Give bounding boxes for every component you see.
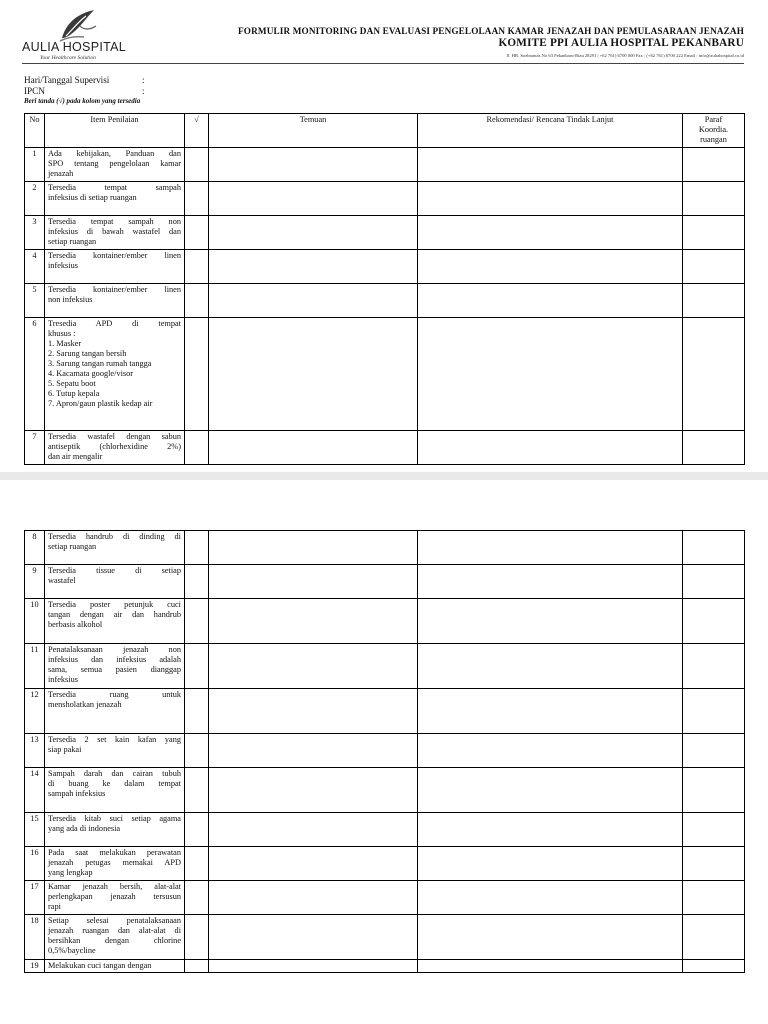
check-cell[interactable]	[185, 915, 209, 960]
assessment-item-line: 2. Sarung tangan bersih	[48, 349, 127, 358]
assessment-item	[45, 182, 185, 216]
hospital-address: Jl. HR. Soebrantas No 63 Pekanbaru-Riau 28291 | +62 761) 6700 000 Fax : (+62 761) 6700 222 Email : info@auliahospital.co.id	[506, 53, 744, 58]
assessment-item-line: Melakukan cuci tangan dengan	[48, 961, 152, 970]
recommendation-cell[interactable]	[418, 216, 683, 250]
assessment-item-line: Penatalaksanaan jenazah non	[48, 645, 181, 654]
finding-cell[interactable]	[209, 599, 418, 644]
assessment-item	[45, 734, 185, 768]
paraf-cell[interactable]	[683, 915, 745, 960]
assessment-item	[45, 216, 185, 250]
recommendation-cell[interactable]	[418, 644, 683, 689]
assessment-item-line: yang lengkap	[48, 868, 93, 877]
form-subtitle: KOMITE PPI AULIA HOSPITAL PEKANBARU	[498, 37, 744, 49]
table-row	[25, 847, 745, 881]
evaluation-table-1	[24, 113, 745, 465]
assessment-item-line: Tresedia APD di tempat	[48, 319, 181, 328]
finding-cell[interactable]	[209, 813, 418, 847]
assessment-item-line: Kamar jenazah bersih, alat-alat	[48, 882, 181, 891]
finding-cell[interactable]	[209, 182, 418, 216]
assessment-item-line: Tersedia 2 set kain kafan yang	[48, 735, 181, 744]
assessment-item-line: sampah infeksius	[48, 789, 106, 798]
finding-cell[interactable]	[209, 768, 418, 813]
recommendation-cell[interactable]	[418, 431, 683, 465]
col-recommendation-header: Rekomendasi/ Rencana Tindak Lanjut	[418, 114, 683, 148]
row-number: 13	[25, 734, 45, 768]
table-row	[25, 915, 745, 960]
form-page-2	[0, 480, 768, 1024]
paraf-cell[interactable]	[683, 768, 745, 813]
recommendation-cell[interactable]	[418, 689, 683, 734]
col-item-header: Item Penilaian	[45, 114, 185, 148]
check-cell[interactable]	[185, 250, 209, 284]
check-cell[interactable]	[185, 689, 209, 734]
hospital-logo	[22, 8, 132, 64]
finding-cell[interactable]	[209, 915, 418, 960]
recommendation-cell[interactable]	[418, 531, 683, 565]
assessment-item	[45, 250, 185, 284]
table-row	[25, 960, 745, 973]
assessment-item-line: Tersedia poster petunjuk cuci	[48, 600, 181, 609]
row-number: 5	[25, 284, 45, 318]
paraf-cell[interactable]	[683, 318, 745, 431]
paraf-cell[interactable]	[683, 431, 745, 465]
assessment-item-line: jenazah petugas memakai APD	[48, 858, 181, 867]
assessment-item-line: mensholatkan jenazah	[48, 700, 122, 709]
instruction-note: Beri tanda (√) pada kolom yang tersedia	[24, 97, 141, 105]
assessment-item-line: Tersedia tissue di setiap	[48, 566, 181, 575]
table-row	[25, 431, 745, 465]
paraf-cell[interactable]	[683, 531, 745, 565]
finding-cell[interactable]	[209, 531, 418, 565]
assessment-item-line: infeksius di setiap ruangan	[48, 193, 137, 202]
finding-cell[interactable]	[209, 644, 418, 689]
table-row	[25, 250, 745, 284]
table-row	[25, 644, 745, 689]
assessment-item-line: siap pakai	[48, 745, 82, 754]
row-number: 19	[25, 960, 45, 973]
table-row	[25, 216, 745, 250]
assessment-item-line: tangan dengan air dan handrub	[48, 610, 181, 619]
assessment-item-line: Tersedia kontainer/ember linen	[48, 285, 181, 294]
assessment-item-line: setiap ruangan	[48, 542, 97, 551]
assessment-item-line: di buang ke dalam tempat	[48, 779, 181, 788]
table-row	[25, 565, 745, 599]
row-number: 3	[25, 216, 45, 250]
paraf-cell[interactable]	[683, 565, 745, 599]
finding-cell[interactable]	[209, 318, 418, 431]
check-cell[interactable]	[185, 768, 209, 813]
ipcn-colon[interactable]: :	[142, 86, 145, 96]
assessment-item-line: 4. Kacamata google/visor	[48, 369, 134, 378]
assessment-item-line: Sampah darah dan cairan tubuh	[48, 769, 181, 778]
assessment-item	[45, 431, 185, 465]
finding-cell[interactable]	[209, 250, 418, 284]
paraf-cell[interactable]	[683, 216, 745, 250]
finding-cell[interactable]	[209, 284, 418, 318]
check-cell[interactable]	[185, 644, 209, 689]
assessment-item-line: Tersedia tempat sampah	[48, 183, 181, 192]
row-number: 6	[25, 318, 45, 431]
row-number: 9	[25, 565, 45, 599]
assessment-item	[45, 531, 185, 565]
check-cell[interactable]	[185, 531, 209, 565]
assessment-item	[45, 318, 185, 431]
table-row	[25, 531, 745, 565]
assessment-item-line: Tersedia ruang untuk	[48, 690, 181, 699]
assessment-item	[45, 689, 185, 734]
finding-cell[interactable]	[209, 689, 418, 734]
recommendation-cell[interactable]	[418, 182, 683, 216]
table-row	[25, 148, 745, 182]
assessment-item-line: infeksius dan infeksius adalah	[48, 655, 181, 664]
row-number: 2	[25, 182, 45, 216]
finding-cell[interactable]	[209, 565, 418, 599]
table-row	[25, 768, 745, 813]
assessment-item-line: infeksius	[48, 675, 78, 684]
check-cell[interactable]	[185, 431, 209, 465]
row-number: 10	[25, 599, 45, 644]
finding-cell[interactable]	[209, 734, 418, 768]
assessment-item-line: bersihkan dengan chlorine	[48, 936, 181, 945]
assessment-item-line: yang ada di indonesia	[48, 824, 121, 833]
check-cell[interactable]	[185, 813, 209, 847]
row-number: 1	[25, 148, 45, 182]
assessment-item-line: Ada kebijakan, Panduan dan	[48, 149, 181, 158]
recommendation-cell[interactable]	[418, 915, 683, 960]
assessment-item	[45, 813, 185, 847]
ipcn-row	[24, 86, 145, 96]
recommendation-cell[interactable]	[418, 148, 683, 182]
paraf-header-line: Koordia.	[698, 125, 729, 134]
paraf-cell[interactable]	[683, 689, 745, 734]
assessment-item	[45, 644, 185, 689]
logo-name: AULIA HOSPITAL	[22, 40, 127, 54]
row-number: 17	[25, 881, 45, 915]
finding-cell[interactable]	[209, 960, 418, 973]
paraf-cell[interactable]	[683, 644, 745, 689]
assessment-item-line: 3. Sarung tangan rumah tangga	[48, 359, 152, 368]
assessment-item-line: jenazah	[48, 169, 74, 178]
assessment-item-line: rapi	[48, 902, 61, 911]
recommendation-cell[interactable]	[418, 734, 683, 768]
col-no-header: No	[25, 114, 45, 148]
row-number: 7	[25, 431, 45, 465]
paraf-cell[interactable]	[683, 148, 745, 182]
check-cell[interactable]	[185, 881, 209, 915]
assessment-item-line: Tersedia wastafel dengan sabun	[48, 432, 181, 441]
table-header-row	[25, 114, 745, 148]
check-cell[interactable]	[185, 960, 209, 973]
table-row	[25, 182, 745, 216]
form-page-1	[0, 0, 768, 472]
header-divider	[22, 63, 744, 64]
table-row	[25, 734, 745, 768]
paraf-header-line: ruangan	[700, 135, 727, 144]
col-paraf-header	[683, 114, 745, 148]
paraf-cell[interactable]	[683, 182, 745, 216]
date-colon[interactable]: :	[142, 75, 145, 85]
assessment-item-line: Pada saat melakukan perawatan	[48, 848, 181, 857]
ipcn-label: IPCN	[24, 86, 45, 96]
recommendation-cell[interactable]	[418, 881, 683, 915]
assessment-item	[45, 960, 185, 973]
recommendation-cell[interactable]	[418, 318, 683, 431]
assessment-item	[45, 768, 185, 813]
row-number: 16	[25, 847, 45, 881]
finding-cell[interactable]	[209, 148, 418, 182]
assessment-item-line: dan air mengalir	[48, 452, 103, 461]
assessment-item-line: berbasis alkohol	[48, 620, 103, 629]
paraf-cell[interactable]	[683, 813, 745, 847]
assessment-item-line: 5. Sepatu boot	[48, 379, 96, 388]
recommendation-cell[interactable]	[418, 250, 683, 284]
assessment-item	[45, 565, 185, 599]
date-label: Hari/Tanggal Supervisi	[24, 75, 110, 85]
table-row	[25, 689, 745, 734]
row-number: 8	[25, 531, 45, 565]
assessment-item	[45, 148, 185, 182]
assessment-item-line: 6. Tutup kepala	[48, 389, 100, 398]
recommendation-cell[interactable]	[418, 847, 683, 881]
paraf-cell[interactable]	[683, 734, 745, 768]
check-cell[interactable]	[185, 182, 209, 216]
check-cell[interactable]	[185, 318, 209, 431]
form-title: FORMULIR MONITORING DAN EVALUASI PENGELOLAAN KAMAR JENAZAH DAN PEMULASARAAN JENAZAH	[238, 26, 744, 36]
check-cell[interactable]	[185, 565, 209, 599]
assessment-item-line: setiap ruangan	[48, 237, 97, 246]
recommendation-cell[interactable]	[418, 960, 683, 973]
check-cell[interactable]	[185, 216, 209, 250]
assessment-item-line: antiseptik (chlorhexidine 2%)	[48, 442, 181, 451]
finding-cell[interactable]	[209, 847, 418, 881]
row-number: 18	[25, 915, 45, 960]
check-cell[interactable]	[185, 284, 209, 318]
aulia-leaf-logo-icon	[56, 8, 98, 42]
check-cell[interactable]	[185, 599, 209, 644]
assessment-item-line: Tersedia kontainer/ember linen	[48, 251, 181, 260]
paraf-cell[interactable]	[683, 599, 745, 644]
paraf-cell[interactable]	[683, 250, 745, 284]
assessment-item-line: Tersedia tempat sampah non	[48, 217, 181, 226]
recommendation-cell[interactable]	[418, 599, 683, 644]
check-cell[interactable]	[185, 734, 209, 768]
col-check-header: √	[185, 114, 209, 148]
assessment-item-line: infeksius	[48, 261, 78, 270]
row-number: 4	[25, 250, 45, 284]
assessment-item-line: jenazah ruangan dan alat-alat di	[48, 926, 181, 935]
assessment-item	[45, 284, 185, 318]
table-row	[25, 599, 745, 644]
row-number: 12	[25, 689, 45, 734]
paraf-cell[interactable]	[683, 960, 745, 973]
check-cell[interactable]	[185, 847, 209, 881]
assessment-item-line: khusus :	[48, 329, 76, 338]
assessment-item-line: 0,5%/baycline	[48, 946, 96, 955]
table-row	[25, 881, 745, 915]
row-number: 15	[25, 813, 45, 847]
table-row	[25, 318, 745, 431]
paraf-cell[interactable]	[683, 284, 745, 318]
assessment-item-line: perlengkapan jenazah tersusun	[48, 892, 181, 901]
finding-cell[interactable]	[209, 881, 418, 915]
col-finding-header: Temuan	[209, 114, 418, 148]
finding-cell[interactable]	[209, 216, 418, 250]
paraf-cell[interactable]	[683, 847, 745, 881]
recommendation-cell[interactable]	[418, 284, 683, 318]
assessment-item-line: Tersedia kitab suci setiap agama	[48, 814, 181, 823]
assessment-item	[45, 599, 185, 644]
assessment-item-line: Tersedia handrub di dinding di	[48, 532, 181, 541]
check-cell[interactable]	[185, 148, 209, 182]
finding-cell[interactable]	[209, 431, 418, 465]
assessment-item	[45, 881, 185, 915]
recommendation-cell[interactable]	[418, 768, 683, 813]
assessment-item-line: SPO tentang pengelolaan kamar	[48, 159, 181, 168]
recommendation-cell[interactable]	[418, 813, 683, 847]
date-row	[24, 75, 145, 85]
assessment-item-line: Setiap selesai penatalaksanaan	[48, 916, 181, 925]
paraf-header-line: Paraf	[704, 115, 723, 124]
assessment-item-line: wastafel	[48, 576, 76, 585]
table-row	[25, 284, 745, 318]
row-number: 14	[25, 768, 45, 813]
recommendation-cell[interactable]	[418, 565, 683, 599]
paraf-cell[interactable]	[683, 881, 745, 915]
assessment-item	[45, 847, 185, 881]
table-row	[25, 813, 745, 847]
assessment-item-line: infeksius di bawah wastafel dan	[48, 227, 181, 236]
evaluation-table-2	[24, 530, 745, 973]
logo-tagline: Your Healthcare Solution	[40, 55, 96, 61]
assessment-item	[45, 915, 185, 960]
assessment-item-line: 7. Apron/gaun plastik kedap air	[48, 399, 153, 408]
assessment-item-line: 1. Masker	[48, 339, 82, 348]
assessment-item-line: sama, semua pasien dianggap	[48, 665, 181, 674]
row-number: 11	[25, 644, 45, 689]
assessment-item-line: non infeksius	[48, 295, 93, 304]
